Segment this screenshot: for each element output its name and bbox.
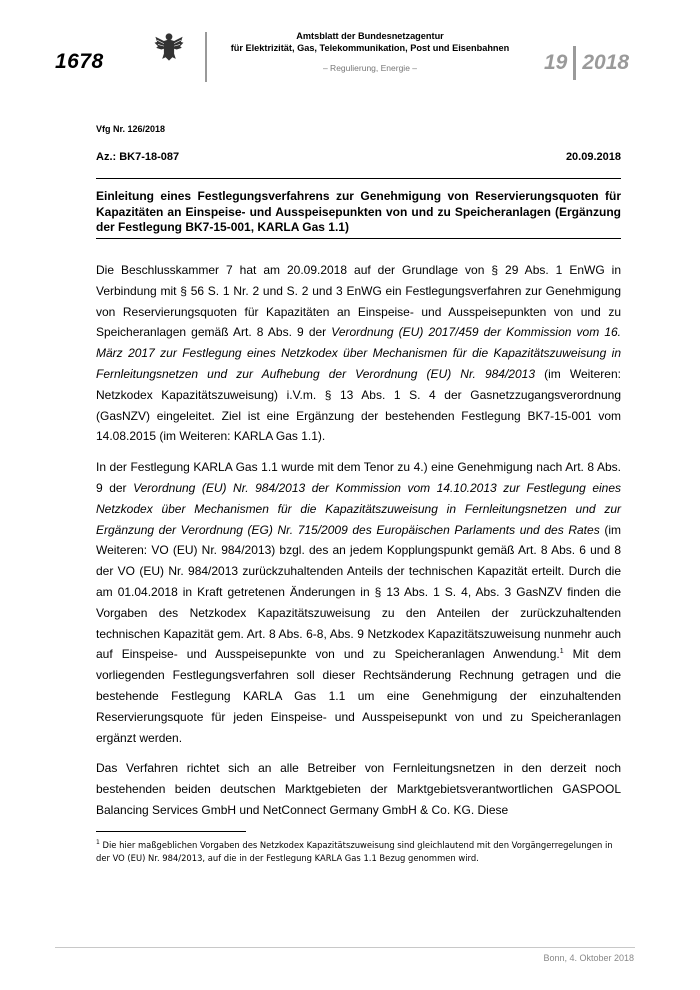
- masthead-title: Amtsblatt der Bundesnetzagentur: [296, 31, 444, 41]
- file-reference: Az.: BK7-18-087: [96, 151, 180, 163]
- p2-text-c: (im Weiteren: VO (EU) Nr. 984/2013) bzgl. des an jedem Kopplungspunkt gemäß Art. 8 Abs. 6 und 8 der VO (EU) Nr. 984/2013 zurückzuhaltenden Anteils der technischen Kapazität erteilt. Durch die am 01.04.2018 in Kraft getretenen Änderungen in § 13 Abs. 1 S. 4, Abs. 3 GasNZV finden die Vorgaben des Netzkodex Kapazitätszuweisung zu den Anteilen der zurückzuhaltenden technischen Kapazität gem. Art. 8 Abs. 6-8, Abs. 9 Netzkodex Kapazitätszuweisung nunmehr auch auf Einspeise- und Ausspeisepunkte von und zu Speicheranlagen Anwendung.: [96, 522, 621, 662]
- p2-text-a: In der Festlegung KARLA Gas 1.1 wurde mit dem Tenor zu 4.) eine Genehmigung nach Art. 8 Abs. 9 der: [96, 460, 621, 495]
- issue-divider: [573, 46, 576, 80]
- body-text: [96, 260, 621, 831]
- masthead-subtitle: – Regulierung, Energie –: [322, 63, 418, 73]
- footnote-text: Die hier maßgeblichen Vorgaben des Netzkodex Kapazitätszuweisung sind gleichlautend mit den Vorgängerregelungen in der VO (EU) Nr. 984/2013, auf die in der Festlegung KARLA Gas 1.1 Bezug genommen wird.: [96, 839, 613, 863]
- footer-rule: [55, 947, 635, 948]
- footnote-rule: [96, 831, 246, 832]
- footnote: [96, 836, 621, 865]
- title-rule-bottom: [96, 238, 621, 239]
- federal-eagle-icon: [152, 30, 186, 64]
- document-date: 20.09.2018: [565, 151, 621, 163]
- issue-number: 19: [544, 51, 568, 74]
- document-title: Einleitung eines Festlegungsverfahrens zur Genehmigung von Reservierungsquoten für Kapazitäten an Einspeise- und Ausspeisepunkten von und zu Speicheranlagen (Ergänzung der Festlegung BK7-15-001, KARLA Gas 1.1): [96, 189, 621, 234]
- title-rule-top: [96, 178, 621, 179]
- p1-text-a: Die Beschlusskammer 7 hat am 20.09.2018 auf der Grundlage von § 29 Abs. 1 EnWG in Verbindung mit § 56 S. 1 Nr. 2 und S. 2 und 3 EnWG ein Festlegungsverfahren zur Genehmigung von Reservierungsquoten für Kapazitäten an Einspeise- und Ausspeisepunkten von und zu Speicheranlagen gemäß Art. 8 Abs. 9 der: [96, 263, 621, 340]
- paragraph-3: Das Verfahren richtet sich an alle Betreiber von Fernleitungsnetzen in den derzeit noch bestehenden beiden deutschen Marktgebieten der Marktgebietsverantwortlichen GASPOOL Balancing Services GmbH und NetConnect Germany GmbH & Co. KG. Diese: [96, 761, 621, 817]
- p2-text-d: Mit dem vorliegenden Festlegungsverfahren soll dieser Rechtsänderung Rechnung getragen und die bestehende Festlegung KARLA Gas 1.1 um eine Genehmigung der einzuhaltenden Reservierungsquote für jeden Einspeise- und Ausspeisepunkt von und zu Speicheranlagen ergänzt werden.: [96, 647, 622, 745]
- issue-year-text: 2018: [582, 51, 630, 74]
- page-number: 1678: [55, 50, 104, 73]
- footnote-ref[interactable]: 1: [559, 648, 564, 656]
- footnote-number: 1: [96, 839, 100, 846]
- footer-place-date: Bonn, 4. Oktober 2018: [543, 953, 634, 963]
- masthead: [215, 31, 525, 73]
- masthead-title-line2: für Elektrizität, Gas, Telekommunikation, Post und Eisenbahnen: [230, 42, 510, 53]
- issue-year: [544, 45, 629, 81]
- p1-text-c: (im Weiteren: Netzkodex Kapazitätszuweisung) i.V.m. § 13 Abs. 1 S. 4 der Gasnetzzugangsverordnung (GasNZV) eingeleitet. Ziel ist eine Ergänzung der bestehenden Festlegung BK7-15-001 vom 14.08.2015 (im Weiteren: KARLA Gas 1.1).: [96, 366, 621, 444]
- vfg-number: Vfg Nr. 126/2018: [96, 124, 166, 134]
- paragraph-1: [96, 260, 621, 447]
- paragraph-2: [96, 457, 621, 748]
- header-divider: [205, 32, 207, 82]
- p2-regulation-title: Verordnung (EU) Nr. 984/2013 der Kommission vom 14.10.2013 zur Festlegung eines Netzkodex über Mechanismen für die Kapazitätszuweisung in Fernleitungsnetzen und zur Ergänzung der Verordnung (EG) Nr. 715/2009 des Europäischen Parlaments und des Rates: [96, 480, 622, 537]
- p1-regulation-title: Verordnung (EU) 2017/459 der Kommission vom 16. März 2017 zur Festlegung eines Netzkodex über Mechanismen für die Kapazitätszuweisung in Fernleitungsnetzen und zur Aufhebung der Verordnung (EU) Nr. 984/2013: [96, 325, 621, 381]
